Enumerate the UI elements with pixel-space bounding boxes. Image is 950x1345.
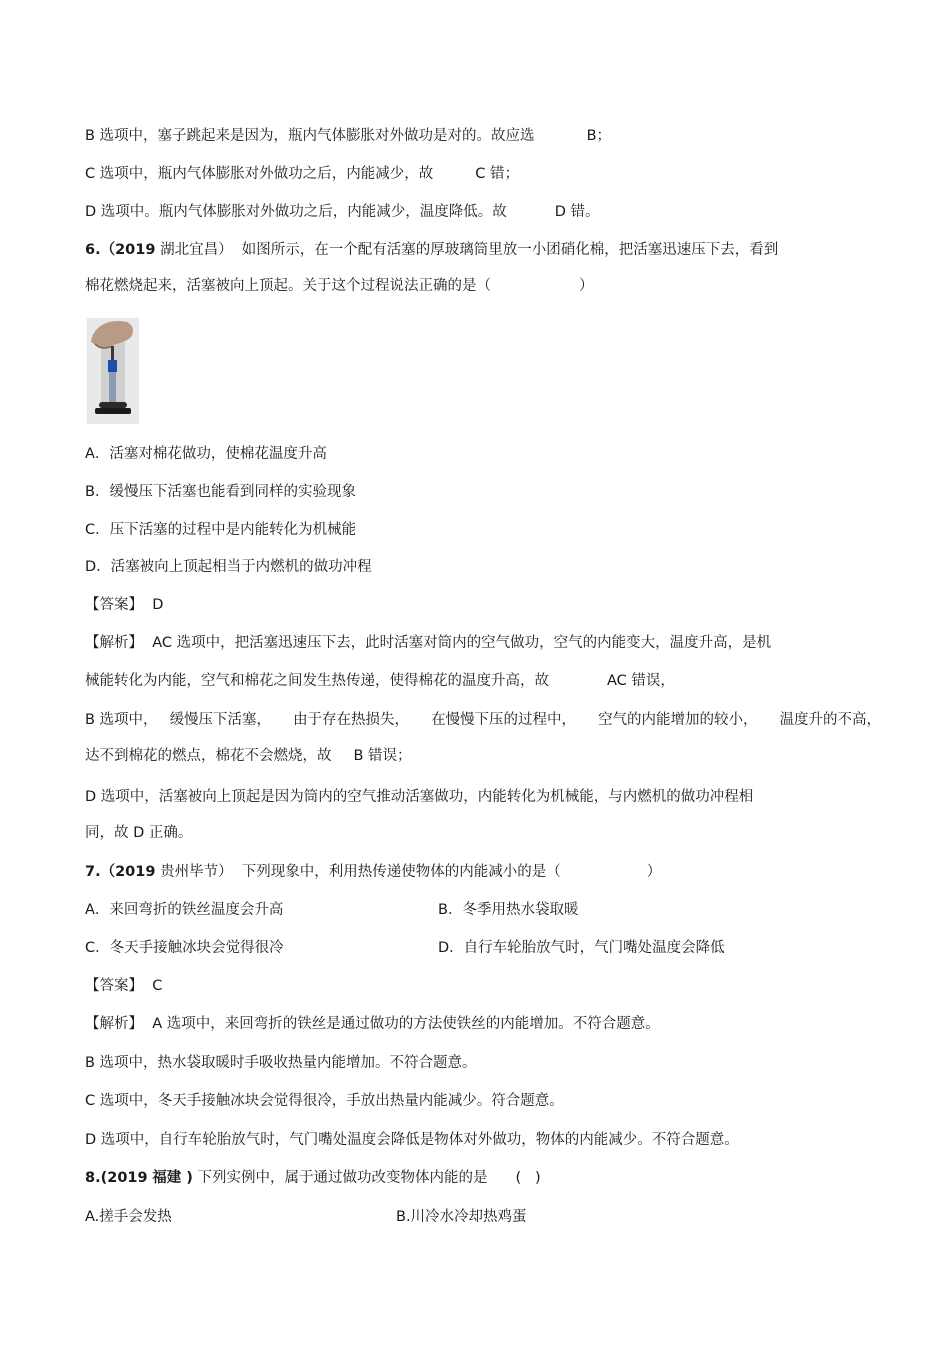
q6-analysis-line-1: 【解析】 AC 选项中，把活塞迅速压下去，此时活塞对筒内的空气做功，空气的内能变大，温度升高，是机 [85,635,772,651]
q6-option-c: C．压下活塞的过程中是内能转化为机械能 [85,522,357,538]
q7-stem: 7.（2019 贵州毕节） 下列现象中，利用热传递使物体的内能减小的是（ ） [85,864,662,880]
q8-option-b: B.川冷水冷却热鸡蛋 [396,1209,527,1225]
q6-analysis-line-4: 达不到棉花的燃点，棉花不会燃烧，故 B 错误； [85,748,412,764]
q6-option-d: D．活塞被向上顶起相当于内燃机的做功冲程 [85,559,372,575]
q7-option-b: B．冬季用热水袋取暖 [438,902,579,918]
q6-analysis-line-5: D 选项中，活塞被向上顶起是因为筒内的空气推动活塞做功，内能转化为机械能，与内燃机的做功冲程相 [85,789,754,805]
q6-analysis-line-6: 同，故 D 正确。 [85,825,193,841]
prev-analysis-d: D 选项中。瓶内气体膨胀对外做功之后，内能减少，温度降低。故 D 错。 [85,204,600,220]
q8-stem: 8.(2019 福建 ) 下列实例中，属于通过做功改变物体内能的是 ( ) [85,1170,541,1186]
prev-analysis-b: B 选项中，塞子跳起来是因为，瓶内气体膨胀对外做功是对的。故应选 B； [85,128,612,144]
q6-stem-line-2: 棉花燃烧起来，活塞被向上顶起。关于这个过程说法正确的是（ ） [85,278,594,294]
prev-analysis-c: C 选项中，瓶内气体膨胀对外做功之后，内能减少，故 C 错； [85,166,519,182]
q8-option-a: A.搓手会发热 [85,1209,172,1225]
q7-analysis-line-3: C 选项中，冬天手接触冰块会觉得很冷，手放出热量内能减少。符合题意。 [85,1093,564,1109]
q6-answer: 【答案】 D [85,597,164,613]
q6-stem-line-1: 6.（2019 湖北宜昌） 如图所示，在一个配有活塞的厚玻璃筒里放一小团硝化棉，把活塞迅速压下去，看到 [85,242,779,258]
q7-analysis-line-2: B 选项中，热水袋取暖时手吸收热量内能增加。不符合题意。 [85,1055,477,1071]
q7-analysis-line-4: D 选项中，自行车轮胎放气时，气门嘴处温度会降低是物体对外做功，物体的内能减少。不符合题意。 [85,1132,739,1148]
q7-answer: 【答案】 C [85,978,163,994]
q7-option-a: A．来回弯折的铁丝温度会升高 [85,902,284,918]
q6-option-a: A．活塞对棉花做功，使棉花温度升高 [85,446,327,462]
q6-option-b: B．缓慢压下活塞也能看到同样的实验现象 [85,484,356,500]
q7-option-d: D．自行车轮胎放气时，气门嘴处温度会降低 [438,940,725,956]
q6-analysis-line-2: 械能转化为内能，空气和棉花之间发生热传递，使得棉花的温度升高，故 AC 错误， [85,673,675,689]
q7-analysis-line-1: 【解析】 A 选项中，来回弯折的铁丝是通过做功的方法使铁丝的内能增加。不符合题意。 [85,1016,660,1032]
piston-apparatus-figure [87,318,139,424]
q7-option-c: C．冬天手接触冰块会觉得很冷 [85,940,284,956]
q6-analysis-line-3: B 选项中， 缓慢压下活塞， 由于存在热损失， 在慢慢下压的过程中， 空气的内能增加的较小， 温度升的不高， [85,712,882,728]
